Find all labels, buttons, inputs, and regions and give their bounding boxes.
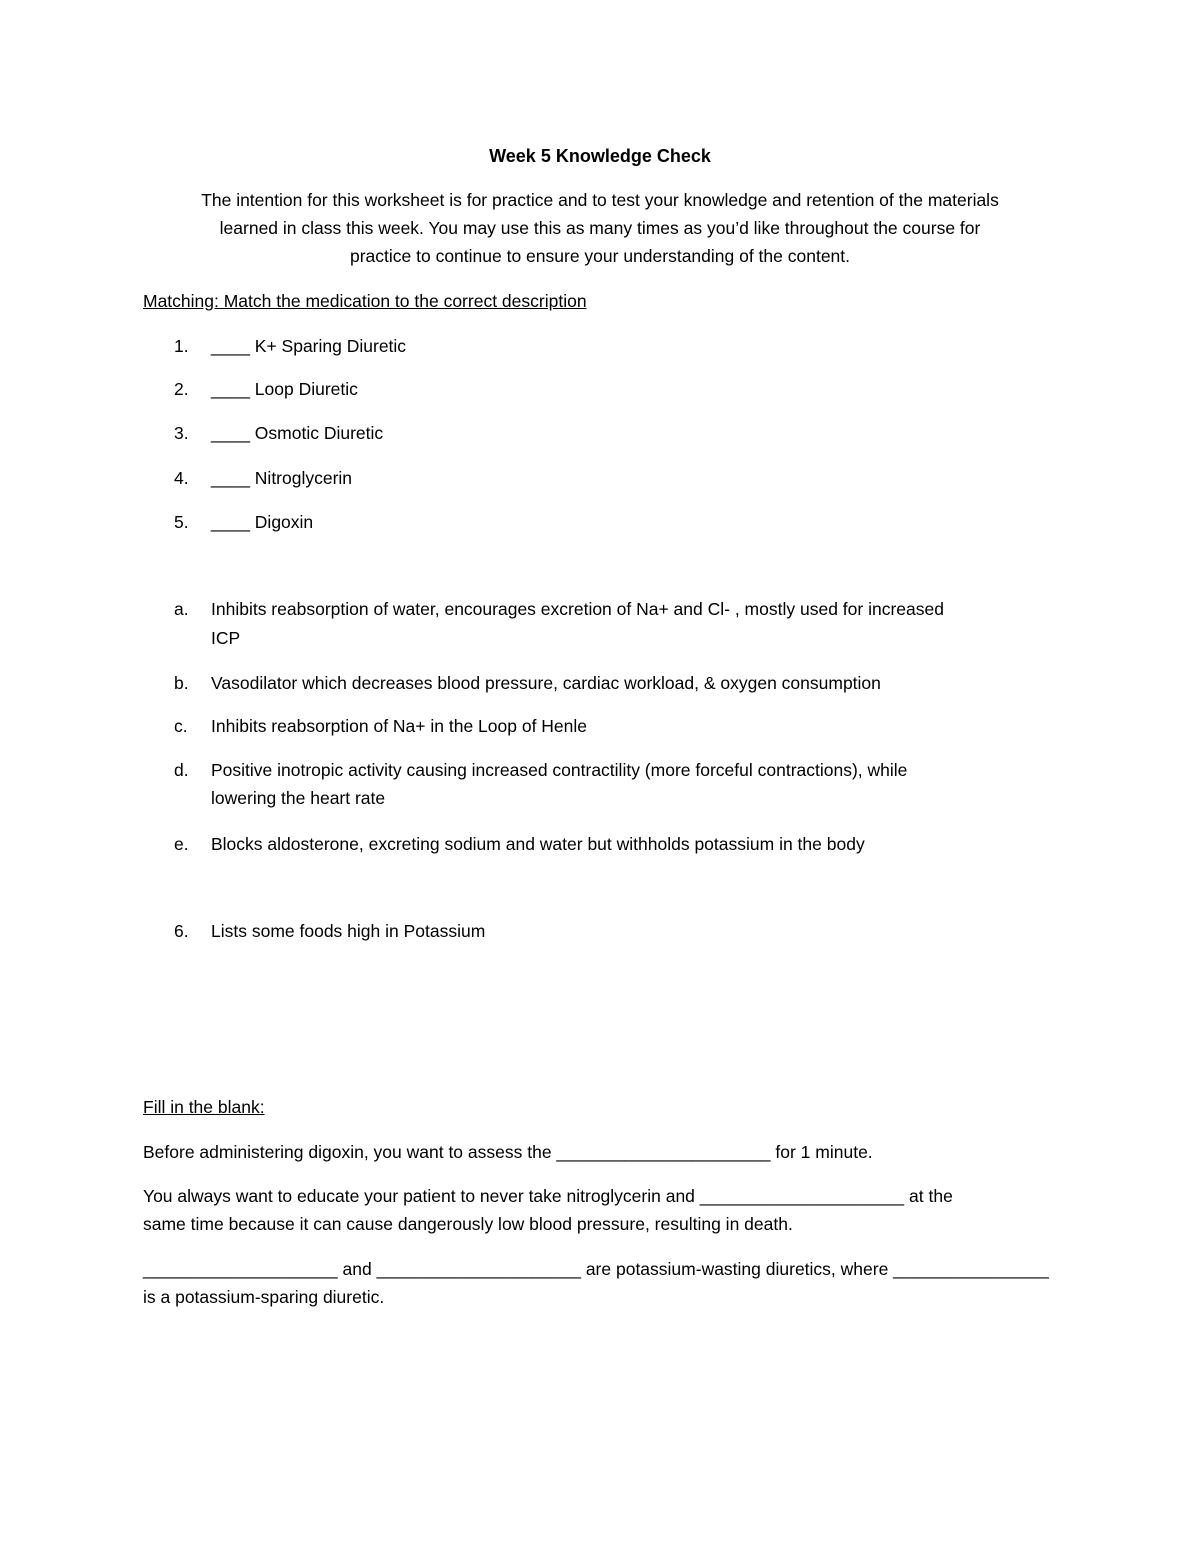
description-letter: e.: [174, 834, 189, 854]
question-number: 6.: [174, 921, 189, 941]
intro-line-2: learned in class this week. You may use this as many times as you’d like throughout the course for: [219, 218, 981, 238]
description-line: Inhibits reabsorption of Na+ in the Loop of Henle: [211, 716, 588, 736]
item-number: 3.: [174, 423, 189, 443]
item-number: 1.: [174, 336, 189, 356]
matching-heading: Matching: Match the medication to the correct description: [143, 291, 587, 311]
intro-line-1: The intention for this worksheet is for practice and to test your knowledge and retention of the materials: [201, 190, 999, 210]
description-letter: b.: [174, 673, 189, 693]
description-letter: c.: [174, 716, 188, 736]
intro-line-3: practice to continue to ensure your understanding of the content.: [349, 246, 851, 266]
item-number: 2.: [174, 379, 189, 399]
sentence-line: ____________________ and _____________________ are potassium-wasting diuretics, where ________________: [143, 1259, 1049, 1279]
item-text: ____ Nitroglycerin: [211, 468, 353, 488]
sentence-line: same time because it can cause dangerously low blood pressure, resulting in death.: [143, 1214, 793, 1234]
item-text: ____ K+ Sparing Diuretic: [211, 336, 407, 356]
page-title: Week 5 Knowledge Check: [489, 146, 711, 166]
description-line: ICP: [211, 628, 241, 648]
item-number: 4.: [174, 468, 189, 488]
sentence-line: Before administering digoxin, you want to assess the ______________________ for 1 minute.: [143, 1142, 873, 1162]
item-text: ____ Osmotic Diuretic: [211, 423, 384, 443]
fill-in-heading: Fill in the blank:: [143, 1097, 265, 1117]
sentence-line: is a potassium-sparing diuretic.: [143, 1287, 385, 1307]
sentence-line: You always want to educate your patient to never take nitroglycerin and _____________________ at the: [143, 1186, 953, 1206]
description-letter: d.: [174, 760, 189, 780]
item-number: 5.: [174, 512, 189, 532]
item-text: ____ Digoxin: [211, 512, 314, 532]
description-letter: a.: [174, 599, 189, 619]
description-line: Inhibits reabsorption of water, encourages excretion of Na+ and Cl- , mostly used for increased: [211, 599, 944, 619]
description-line: lowering the heart rate: [211, 788, 386, 808]
description-line: Positive inotropic activity causing increased contractility (more forceful contractions), while: [211, 760, 908, 780]
description-line: Vasodilator which decreases blood pressure, cardiac workload, & oxygen consumption: [211, 673, 881, 693]
item-text: ____ Loop Diuretic: [211, 379, 358, 399]
description-line: Blocks aldosterone, excreting sodium and water but withholds potassium in the body: [211, 834, 865, 854]
question-text: Lists some foods high in Potassium: [211, 921, 486, 941]
